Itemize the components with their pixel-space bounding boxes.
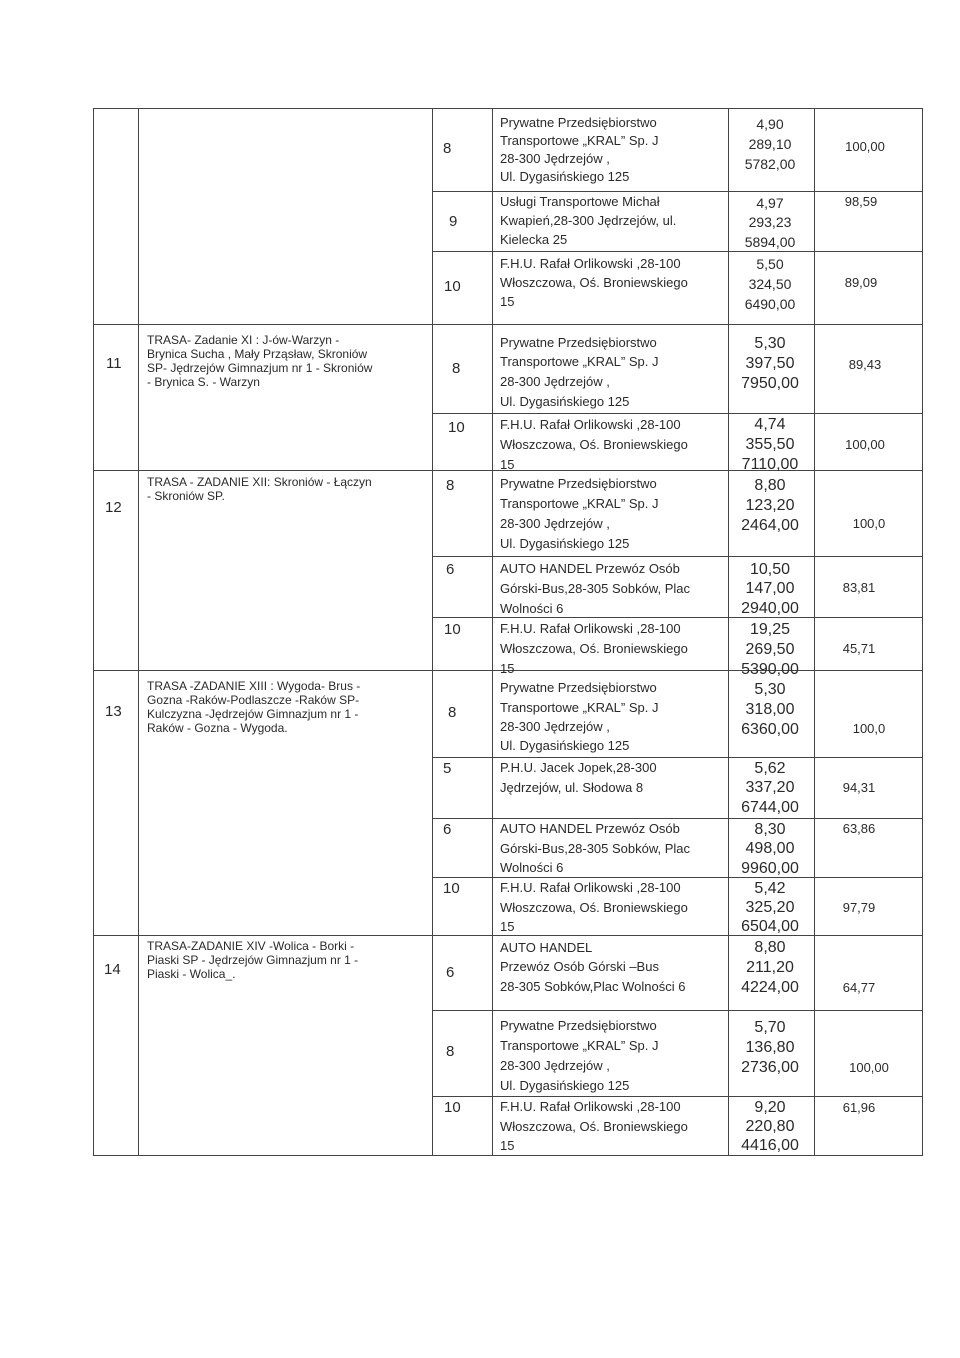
- offer-line: 28-300 Jędrzejów ,: [500, 719, 610, 734]
- score: 100,00: [845, 139, 885, 154]
- offer-line: F.H.U. Rafał Orlikowski ,28-100: [500, 256, 681, 271]
- offer-number: 10: [443, 880, 460, 897]
- price-total: 7950,00: [741, 375, 799, 392]
- offer-line: Prywatne Przedsiębiorstwo: [500, 115, 657, 130]
- offer-line: Ul. Dygasińskiego 125: [500, 394, 630, 409]
- offer-line: Górski-Bus,28-305 Sobków, Plac: [500, 841, 691, 856]
- price-total: 6504,00: [741, 918, 799, 935]
- offer-line: Wolności 6: [500, 860, 564, 875]
- route-line: Brynica Sucha , Mały Prząsław, Skroniów: [147, 347, 368, 361]
- offer-line: Przewóz Osób Górski –Bus: [500, 959, 659, 974]
- route-number: 12: [105, 499, 122, 516]
- offer-line: Kwapień,28-300 Jędrzejów, ul.: [500, 213, 677, 228]
- price-total: 7110,00: [741, 456, 799, 473]
- offer-number: 8: [448, 704, 457, 721]
- offer-line: F.H.U. Rafał Orlikowski ,28-100: [500, 880, 681, 895]
- offer-line: 15: [500, 294, 515, 309]
- route-number: 14: [104, 961, 121, 978]
- price-day: 289,10: [748, 136, 792, 152]
- offer-number: 5: [443, 760, 452, 777]
- offer-line: AUTO HANDEL Przewóz Osób: [500, 561, 680, 576]
- price-km: 5,30: [754, 335, 786, 352]
- price-total: 6744,00: [741, 799, 799, 816]
- price-total: 5894,00: [744, 234, 796, 250]
- offer-line: Jędrzejów, ul. Słodowa 8: [500, 780, 644, 795]
- offer-number: 8: [446, 477, 455, 494]
- price-day: 337,20: [745, 779, 795, 796]
- score: 89,09: [844, 275, 878, 290]
- offer-line: 15: [500, 1138, 515, 1153]
- price-km: 5,70: [754, 1019, 786, 1036]
- route-line: TRASA-ZADANIE XIV -Wolica - Borki -: [147, 939, 355, 953]
- offer-line: Prywatne Przedsiębiorstwo: [500, 680, 657, 695]
- offer-number: 6: [443, 821, 452, 838]
- offer-number: 10: [444, 621, 461, 638]
- offer-line: Górski-Bus,28-305 Sobków, Plac: [500, 581, 691, 596]
- route-line: Gozna -Raków-Podlaszcze -Raków SP-: [147, 693, 360, 707]
- offer-number: 6: [446, 964, 455, 981]
- price-km: 10,50: [749, 561, 791, 578]
- score: 97,79: [842, 900, 876, 915]
- offer-line: 15: [500, 919, 515, 934]
- price-day: 147,00: [745, 580, 795, 597]
- offer-line: Transportowe „KRAL” Sp. J: [500, 354, 659, 369]
- price-day: 325,20: [745, 899, 795, 916]
- price-day: 293,23: [748, 214, 792, 230]
- price-total: 6490,00: [744, 296, 796, 312]
- offer-line: Transportowe „KRAL” Sp. J: [500, 133, 659, 148]
- price-day: 318,00: [745, 701, 795, 718]
- route-line: Piaski SP - Jędrzejów Gimnazjum nr 1 -: [147, 953, 359, 967]
- offer-number: 10: [444, 1099, 461, 1116]
- price-km: 5,30: [754, 681, 786, 698]
- price-day: 269,50: [745, 641, 795, 658]
- route-line: Kulczyzna -Jędrzejów Gimnazjum nr 1 -: [147, 707, 359, 721]
- offer-line: Transportowe „KRAL” Sp. J: [500, 1038, 659, 1053]
- offer-line: Prywatne Przedsiębiorstwo: [500, 1018, 657, 1033]
- offer-line: 15: [500, 457, 515, 472]
- offer-line: Usługi Transportowe Michał: [500, 194, 660, 209]
- price-day: 136,80: [745, 1039, 795, 1056]
- offer-line: Ul. Dygasińskiego 125: [500, 536, 630, 551]
- offer-line: Włoszczowa, Oś. Broniewskiego: [500, 641, 688, 656]
- price-total: 5390,00: [741, 661, 799, 678]
- offer-line: F.H.U. Rafał Orlikowski ,28-100: [500, 621, 681, 636]
- route-line: - Skroniów SP.: [147, 489, 225, 503]
- offer-line: Ul. Dygasińskiego 125: [500, 738, 630, 753]
- price-day: 397,50: [745, 355, 795, 372]
- price-total: 4416,00: [741, 1137, 799, 1154]
- offer-line: Włoszczowa, Oś. Broniewskiego: [500, 1119, 688, 1134]
- price-total: 9960,00: [741, 860, 799, 877]
- route-number: 13: [105, 703, 122, 720]
- price-day: 220,80: [745, 1118, 795, 1135]
- offer-line: Włoszczowa, Oś. Broniewskiego: [500, 437, 688, 452]
- score: 100,0: [852, 516, 886, 531]
- offer-line: 28-300 Jędrzejów ,: [500, 1058, 610, 1073]
- price-day: 324,50: [748, 276, 792, 292]
- price-km: 19,25: [749, 621, 791, 638]
- price-km: 5,62: [754, 760, 786, 777]
- price-km: 4,74: [754, 416, 786, 433]
- offer-line: Prywatne Przedsiębiorstwo: [500, 476, 657, 491]
- offer-line: 28-300 Jędrzejów ,: [500, 374, 610, 389]
- price-km: 8,80: [754, 939, 786, 956]
- offer-number: 6: [446, 561, 455, 578]
- price-km: 4,97: [756, 195, 784, 211]
- price-day: 498,00: [745, 840, 795, 857]
- price-total: 6360,00: [741, 721, 799, 738]
- price-total: 5782,00: [744, 156, 796, 172]
- route-line: - Brynica S. - Warzyn: [147, 375, 260, 389]
- price-day: 355,50: [745, 436, 795, 453]
- price-km: 9,20: [754, 1099, 786, 1116]
- route-line: TRASA- Zadanie XI : J-ów-Warzyn -: [147, 333, 340, 347]
- route-line: TRASA - ZADANIE XII: Skroniów - Łączyn: [147, 475, 372, 489]
- score: 63,86: [842, 821, 876, 836]
- offer-line: 28-300 Jędrzejów ,: [500, 516, 610, 531]
- route-line: Piaski - Wolica_.: [147, 967, 236, 981]
- offer-line: P.H.U. Jacek Jopek,28-300: [500, 760, 657, 775]
- offer-line: 28-305 Sobków,Plac Wolności 6: [500, 979, 686, 994]
- price-total: 2736,00: [741, 1059, 799, 1076]
- offer-line: F.H.U. Rafał Orlikowski ,28-100: [500, 417, 681, 432]
- score: 100,00: [849, 1060, 889, 1075]
- route-number: 11: [106, 355, 122, 372]
- offer-line: AUTO HANDEL: [500, 940, 593, 955]
- price-total: 4224,00: [741, 979, 799, 996]
- offer-number: 8: [446, 1043, 455, 1060]
- offer-line: Transportowe „KRAL” Sp. J: [500, 700, 659, 715]
- price-km: 8,80: [754, 477, 786, 494]
- score: 83,81: [842, 580, 876, 595]
- route-line: SP- Jędrzejów Gimnazjum nr 1 - Skroniów: [147, 361, 373, 375]
- score: 94,31: [842, 780, 876, 795]
- offer-line: Włoszczowa, Oś. Broniewskiego: [500, 900, 688, 915]
- offer-number: 10: [448, 419, 465, 436]
- offer-number: 8: [452, 360, 461, 377]
- offer-number: 9: [449, 213, 458, 230]
- offer-number: 8: [443, 140, 452, 157]
- offer-line: Ul. Dygasińskiego 125: [500, 1078, 630, 1093]
- price-total: 2940,00: [741, 600, 799, 617]
- score: 61,96: [842, 1100, 876, 1115]
- offer-line: Prywatne Przedsiębiorstwo: [500, 335, 657, 350]
- score: 45,71: [842, 641, 876, 656]
- price-total: 2464,00: [741, 517, 799, 534]
- offer-line: Włoszczowa, Oś. Broniewskiego: [500, 275, 688, 290]
- price-day: 123,20: [745, 497, 795, 514]
- offer-line: Wolności 6: [500, 601, 564, 616]
- offer-number: 10: [444, 278, 461, 295]
- offer-line: F.H.U. Rafał Orlikowski ,28-100: [500, 1099, 681, 1114]
- price-km: 8,30: [754, 821, 786, 838]
- offer-line: AUTO HANDEL Przewóz Osób: [500, 821, 680, 836]
- score: 89,43: [848, 357, 882, 372]
- offer-line: Kielecka 25: [500, 232, 568, 247]
- route-line: Raków - Gozna - Wygoda.: [147, 721, 288, 735]
- price-day: 211,20: [746, 959, 794, 976]
- offer-line: Ul. Dygasińskiego 125: [500, 169, 630, 184]
- offer-line: 15: [500, 661, 515, 676]
- score: 98,59: [844, 194, 878, 209]
- price-km: 5,50: [756, 256, 784, 272]
- score: 100,0: [852, 721, 886, 736]
- offer-line: Transportowe „KRAL” Sp. J: [500, 496, 659, 511]
- score: 100,00: [845, 437, 885, 452]
- price-km: 4,90: [756, 116, 784, 132]
- offer-line: 28-300 Jędrzejów ,: [500, 151, 610, 166]
- route-line: TRASA -ZADANIE XIII : Wygoda- Brus -: [147, 679, 361, 693]
- price-km: 5,42: [754, 880, 786, 897]
- score: 64,77: [842, 980, 876, 995]
